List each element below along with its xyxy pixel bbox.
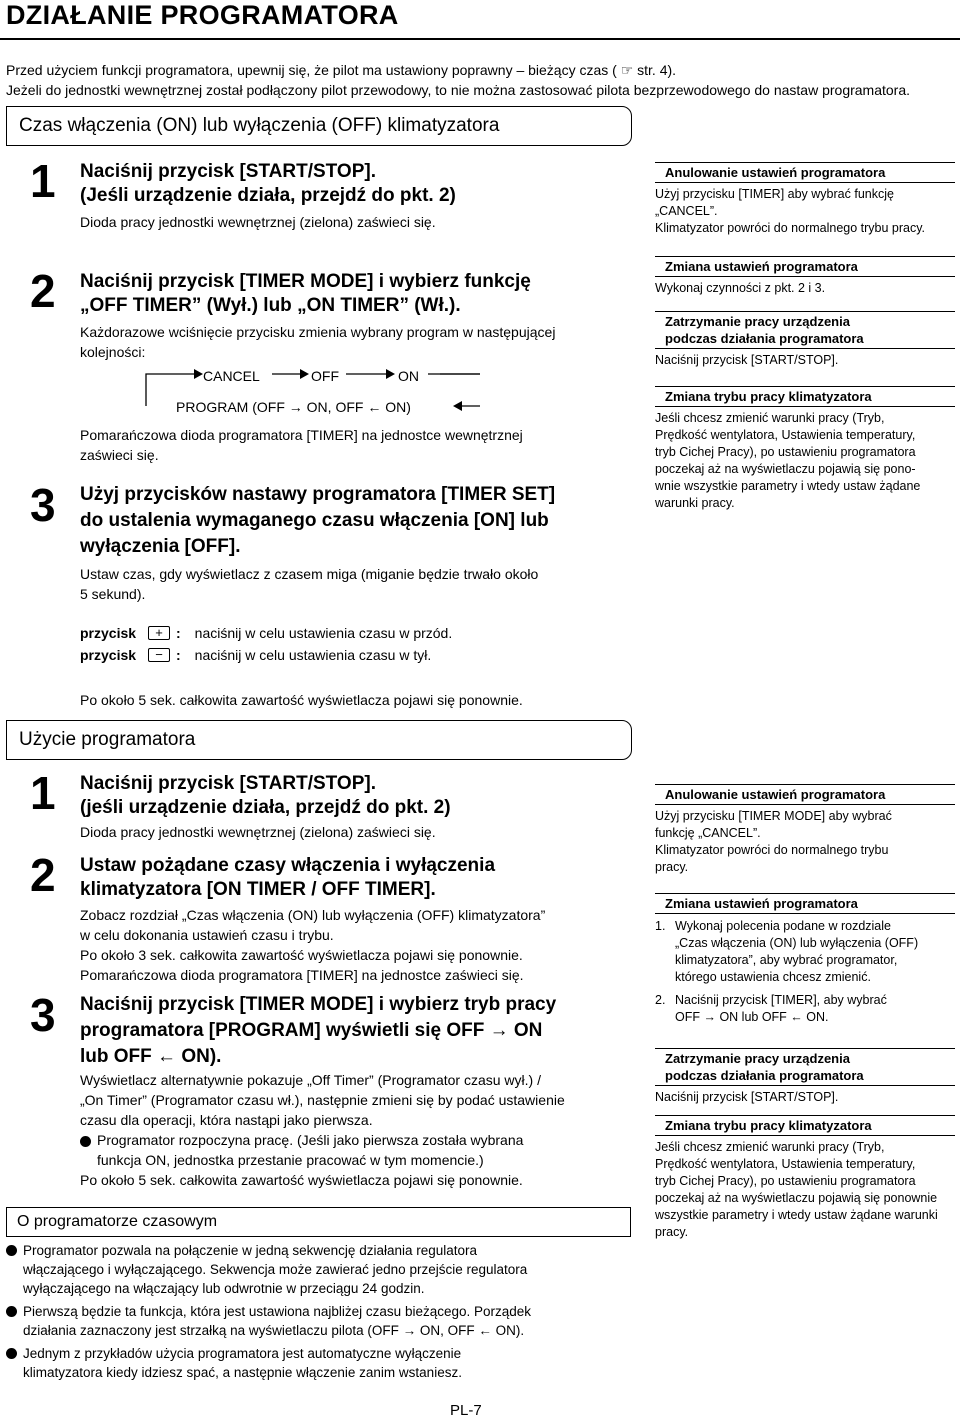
sidebar-line: Jeśli chcesz zmienić warunki pracy (Tryb, [655, 411, 885, 425]
step-text: czasu dla operacji, która nastąpi jako pierwsza. [80, 1112, 373, 1128]
intro-line-2: Jeżeli do jednostki wewnętrznej został podłączony pilot przewodowy, to nie można zastosować pilota bezprzewodowego do nastaw programatora. [6, 82, 911, 98]
list-number: 1. [655, 919, 666, 933]
sidebar-line: Jeśli chcesz zmienić warunki pracy (Tryb, [655, 1140, 885, 1154]
sidebar-heading [655, 1048, 955, 1086]
step-number: 1 [30, 155, 56, 207]
intro-line-1: Przed użyciem funkcji programatora, upewnij się, że pilot ma ustawiony poprawny – bieżący czas ( ☞ str. 4). [6, 62, 677, 78]
step-number: 2 [30, 265, 56, 317]
step-number: 1 [30, 767, 56, 819]
cycle-on: ON [398, 368, 419, 384]
sidebar-line: Klimatyzator powróci do normalnego trybu pracy. [655, 221, 926, 235]
step-number: 3 [30, 479, 56, 531]
bullet-line: Jednym z przykładów użycia programatora jest automatyczne wyłączenie [23, 1346, 462, 1361]
step-text: 5 sekund). [80, 586, 146, 602]
title-rule [0, 38, 960, 40]
minus-desc: naciśnij w celu ustawienia czasu w tył. [194, 647, 432, 663]
list-item-text [675, 992, 887, 1026]
step-text: w celu dokonania ustawień czasu i trybu. [80, 927, 334, 943]
step-heading: Użyj przycisków nastawy programatora [TIMER SET] [80, 484, 556, 505]
timer-set-buttons [80, 622, 640, 666]
bullet-line: wyłączającego na włączający lub odwrotnie w przeciągu 24 godzin. [23, 1281, 425, 1296]
minus-row [80, 644, 640, 666]
sidebar-line: poczekaj aż na wyświetlaczu pojawią się ponownie [655, 1191, 938, 1205]
sidebar-heading [655, 311, 955, 349]
sidebar-line: „CANCEL”. [655, 204, 718, 218]
step-heading: (Jeśli urządzenie działa, przejdź do pkt. 2) [80, 185, 456, 206]
bullet-text: funkcja ON, jednostka przestanie pracować w tym momencie.) [97, 1152, 484, 1168]
bullet-line: Pierwszą będzie ta funkcja, która jest ustawiona najbliżej czasu bieżącego. Porządek [23, 1304, 532, 1319]
sidebar-line: Prędkość wentylatora, Ustawienia temperatury, [655, 428, 916, 442]
step-text: Każdorazowe wciśnięcie przycisku zmienia wybrany program w następującej [80, 324, 556, 340]
step-heading: „OFF TIMER” (Wył.) lub „ON TIMER” (Wł.). [80, 295, 461, 316]
step-heading: (jeśli urządzenie działa, przejdź do pkt. 2) [80, 797, 451, 818]
step-2 [80, 270, 640, 362]
button-word: przycisk [80, 625, 137, 641]
step-heading: lub OFF ← ON). [80, 1046, 222, 1067]
step-text: kolejności: [80, 344, 146, 360]
step-2-after [80, 425, 640, 465]
sidebar-list [655, 918, 955, 1026]
bullet-text [23, 1344, 462, 1382]
step-1 [80, 160, 640, 232]
sidebar-line: funkcję „CANCEL”. [655, 826, 761, 840]
sidebar-line: Naciśnij przycisk [START/STOP]. [655, 353, 839, 367]
sidebar-line: pracy. [655, 1225, 689, 1239]
bullet-line: Programator pozwala na połączenie w jedną sekwencję działania regulatora [23, 1243, 478, 1258]
list-number: 2. [655, 993, 666, 1007]
sidebar-line: którego ustawienia chcesz zmienić. [675, 970, 871, 984]
sidebar-section2 [655, 893, 955, 1026]
sidebar-line: Wykonaj polecenia podane w rozdziale [675, 919, 891, 933]
colon: : [176, 625, 181, 641]
sidebar-line: Naciśnij przycisk [START/STOP]. [655, 1090, 839, 1104]
sidebar-heading: Zmiana ustawień programatora [655, 893, 955, 914]
step-text: Zobacz rozdział „Czas włączenia (ON) lub wyłączenia (OFF) klimatyzatora” [80, 907, 546, 923]
step-text: Pomarańczowa dioda programatora [TIMER] na jednostce zaświeci się. [80, 967, 524, 983]
sidebar-line: Naciśnij przycisk [TIMER], aby wybrać [675, 993, 887, 1007]
sidebar-section2 [655, 1048, 955, 1106]
bullet-line: włączającego i wyłączającego. Sekwencja może zawierać jedno przejście regulatora [23, 1262, 528, 1277]
bullet-icon [6, 1306, 17, 1317]
bullet-icon [6, 1348, 17, 1359]
sidebar-heading: Zmiana ustawień programatora [655, 256, 955, 277]
list-item-text [675, 918, 918, 986]
sidebar-line: klimatyzatora”, aby wybrać programator, [675, 953, 898, 967]
sidebar-text [655, 410, 955, 512]
bullet-item [6, 1344, 646, 1382]
bullet-text [23, 1241, 527, 1298]
sidebar-heading: Zmiana trybu pracy klimatyzatora [655, 386, 955, 407]
sidebar-line: OFF → ON lub OFF ← ON. [675, 1010, 829, 1024]
bullet-item [6, 1302, 646, 1340]
sidebar-line: Użyj przycisku [TIMER] aby wybrać funkcję [655, 187, 894, 201]
step-text: „On Timer” (Programator czasu wł.), następnie zmieni się by podać ustawienie [80, 1092, 565, 1108]
step-heading: Naciśnij przycisk [TIMER MODE] i wybierz tryb pracy [80, 994, 557, 1015]
bullet-item [6, 1241, 646, 1298]
step-heading: Naciśnij przycisk [START/STOP]. [80, 161, 376, 182]
sidebar-heading-line: podczas działania programatora [665, 331, 864, 346]
sidebar-section1 [655, 162, 955, 237]
sidebar-list-item [655, 992, 955, 1026]
sidebar-heading: Zmiana trybu pracy klimatyzatora [655, 1115, 955, 1136]
sidebar-line: Wykonaj czynności z pkt. 2 i 3. [655, 281, 826, 295]
step-heading: programatora [PROGRAM] wyświetli się OFF → ON [80, 1020, 543, 1041]
section-title-on-off: Czas włączenia (ON) lub wyłączenia (OFF) klimatyzatora [6, 106, 632, 146]
step-text: Po około 5 sek. całkowita zawartość wyświetlacza pojawi się ponownie. [80, 1172, 523, 1188]
sidebar-line: poczekaj aż na wyświetlaczu pojawią się pono- [655, 462, 916, 476]
step-number: 3 [30, 989, 56, 1041]
step-text: Ustaw czas, gdy wyświetlacz z czasem miga (miganie będzie trwało około [80, 566, 539, 582]
sidebar-line: tryb Cichej Pracy), po ustawieniu programatora [655, 1174, 916, 1188]
step-text: Dioda pracy jednostki wewnętrznej (zielona) zaświeci się. [80, 214, 436, 230]
step-heading: Naciśnij przycisk [TIMER MODE] i wybierz funkcję [80, 271, 531, 292]
after-note: Po około 5 sek. całkowita zawartość wyświetlacza pojawi się ponownie. [80, 692, 523, 708]
step-heading: Naciśnij przycisk [START/STOP]. [80, 773, 376, 794]
step-heading: do ustalenia wymaganego czasu włączenia [ON] lub [80, 510, 549, 531]
sidebar-line: warunki pracy. [655, 496, 735, 510]
sidebar-line: Prędkość wentylatora, Ustawienia temperatury, [655, 1157, 916, 1171]
step-heading: klimatyzatora [ON TIMER / OFF TIMER]. [80, 879, 436, 900]
step-text: Wyświetlacz alternatywnie pokazuje „Off Timer” (Programator czasu wył.) / [80, 1072, 541, 1088]
sidebar-heading-line: podczas działania programatora [665, 1068, 864, 1083]
cycle-off: OFF [311, 368, 339, 384]
bullet-text [23, 1302, 531, 1340]
minus-icon: − [148, 648, 170, 662]
page-title: DZIAŁANIE PROGRAMATORA [6, 0, 399, 30]
step-3 [80, 992, 640, 1190]
bullet-icon [6, 1245, 17, 1256]
sidebar-list-item [655, 918, 955, 986]
step-text: zaświeci się. [80, 447, 159, 463]
sidebar-line: wnie wszystkie parametry i wtedy ustaw żądane [655, 479, 921, 493]
cycle-cancel: CANCEL [203, 368, 260, 384]
sidebar-heading-line: Zatrzymanie pracy urządzenia [665, 1051, 850, 1066]
step-number: 2 [30, 849, 56, 901]
sidebar-line: Użyj przycisku [TIMER MODE] aby wybrać [655, 809, 892, 823]
sidebar-section1 [655, 386, 955, 512]
cycle-program: PROGRAM (OFF → ON, OFF ← ON) [176, 399, 411, 415]
sidebar-text [655, 1139, 955, 1241]
colon: : [176, 647, 181, 663]
step-text: Po około 3 sek. całkowita zawartość wyświetlacza pojawi się ponownie. [80, 947, 523, 963]
about-bullets [6, 1241, 646, 1382]
sidebar-line: pracy. [655, 860, 689, 874]
sidebar-section1 [655, 256, 955, 297]
sidebar-line: wszystkie parametry i wtedy ustaw żądane warunki [655, 1208, 938, 1222]
step-text: Dioda pracy jednostki wewnętrznej (zielona) zaświeci się. [80, 824, 436, 840]
bullet-text: Programator rozpoczyna pracę. (Jeśli jako pierwsza została wybrana [97, 1132, 524, 1148]
step-1 [80, 772, 640, 842]
sidebar-line: tryb Cichej Pracy), po ustawieniu programatora [655, 445, 916, 459]
step-text: Pomarańczowa dioda programatora [TIMER] na jednostce wewnętrznej [80, 427, 523, 443]
sidebar-section1 [655, 311, 955, 369]
step-heading: Ustaw pożądane czasy włączenia i wyłączenia [80, 855, 496, 876]
bullet-line: działania zaznaczony jest strzałką na wyświetlaczu pilota (OFF → ON, OFF ← ON). [23, 1323, 525, 1338]
plus-desc: naciśnij w celu ustawienia czasu w przód. [194, 625, 453, 641]
sidebar-line: Klimatyzator powróci do normalnego trybu [655, 843, 889, 857]
bullet-icon [80, 1136, 91, 1147]
button-word: przycisk [80, 647, 137, 663]
sidebar-section2 [655, 784, 955, 876]
sidebar-section2 [655, 1115, 955, 1241]
step-2 [80, 854, 640, 985]
page-number: PL-7 [450, 1402, 482, 1419]
bullet-item [80, 1130, 640, 1150]
plus-icon: + [148, 626, 170, 640]
bullet-line: klimatyzatora kiedy idziesz spać, a następnie włączenie zanim wstaniesz. [23, 1365, 462, 1380]
step-heading: wyłączenia [OFF]. [80, 536, 241, 557]
sidebar-heading: Anulowanie ustawień programatora [655, 162, 955, 183]
sidebar-text [655, 186, 955, 237]
sidebar-line: „Czas włączenia (ON) lub wyłączenia (OFF) [675, 936, 919, 950]
plus-row [80, 622, 640, 644]
step-3 [80, 482, 640, 604]
section-title-about-timer: O programatorze czasowym [6, 1207, 631, 1237]
section-title-using-timer: Użycie programatora [6, 720, 632, 760]
sidebar-heading: Anulowanie ustawień programatora [655, 784, 955, 805]
intro-text [6, 60, 956, 100]
sidebar-text [655, 808, 955, 876]
sidebar-heading-line: Zatrzymanie pracy urządzenia [665, 314, 850, 329]
